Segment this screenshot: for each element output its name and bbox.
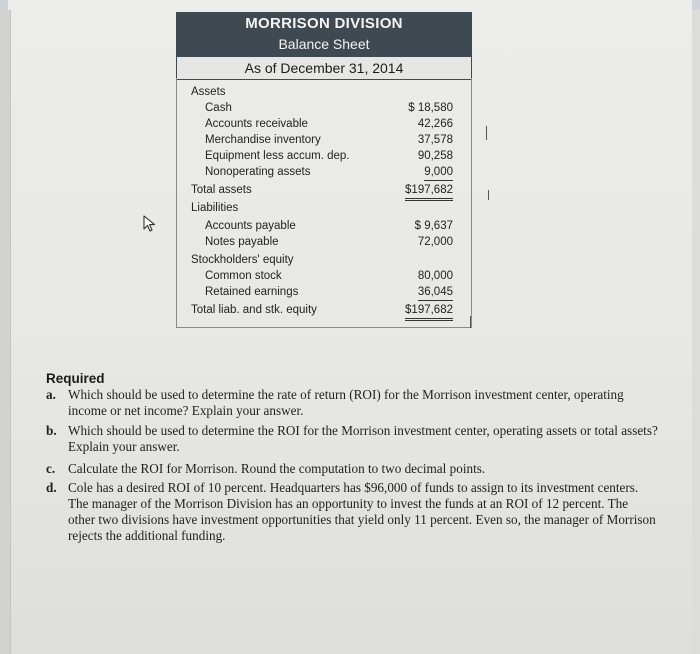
item-text: Which should be used to determine the ROI for the Morrison investment center, operating assets or total assets? Explain your answer. — [68, 423, 658, 454]
equipment-label: Equipment less accum. dep. — [205, 150, 350, 162]
accounts-payable-value: $ 9,637 — [414, 220, 453, 232]
equity-heading: Stockholders' equity — [191, 254, 294, 266]
cash-value: $ 18,580 — [408, 102, 453, 114]
item-letter: c. — [46, 461, 56, 476]
total-liab-equity-label: Total liab. and stk. equity — [191, 304, 317, 316]
scan-mark — [486, 126, 487, 140]
scan-mark — [470, 316, 471, 328]
table-row — [177, 218, 473, 234]
division-title: MORRISON DIVISION — [245, 15, 403, 32]
list-item — [46, 480, 656, 548]
list-item — [46, 387, 646, 421]
merchandise-inventory-label: Merchandise inventory — [205, 134, 321, 146]
table-row — [177, 132, 473, 148]
balance-sheet-body — [176, 78, 472, 328]
table-row — [177, 284, 473, 300]
statement-date: As of December 31, 2014 — [176, 56, 472, 80]
total-assets-value: $197,682 — [405, 182, 453, 201]
balance-sheet-header — [176, 12, 472, 78]
assets-heading: Assets — [191, 86, 226, 98]
notes-payable-label: Notes payable — [205, 236, 279, 248]
table-row — [177, 100, 473, 116]
table-row — [177, 268, 473, 284]
required-heading: Required — [46, 371, 105, 386]
item-letter: d. — [46, 480, 57, 495]
merchandise-inventory-value: 37,578 — [417, 134, 453, 146]
retained-earnings-label: Retained earnings — [205, 286, 299, 298]
nonoperating-assets-label: Nonoperating assets — [205, 166, 311, 178]
statement-title: Balance Sheet — [278, 36, 370, 52]
item-text: Which should be used to determine the rate of return (ROI) for the Morrison investment center, operating income or net income? Explain your answer. — [68, 387, 624, 418]
item-letter: a. — [46, 387, 56, 402]
item-text: Cole has a desired ROI of 10 percent. Headquarters has $96,000 of funds to assign to its investment centers. The manager of the Morrison Division has an opportunity to invest the funds at an ROI of 12 percent. The other two divisions have investment opportunities that yield only 11 percent. Even so, the manager of Morrison rejects the additional funding. — [68, 480, 656, 543]
common-stock-value: 80,000 — [417, 270, 453, 282]
retained-earnings-value: 36,045 — [418, 284, 453, 301]
item-letter: b. — [46, 423, 57, 438]
table-row — [177, 182, 473, 198]
table-row — [177, 164, 473, 180]
table-row — [177, 116, 473, 132]
table-row — [177, 148, 473, 164]
page-gutter — [0, 10, 11, 654]
liabilities-heading: Liabilities — [191, 202, 239, 214]
notes-payable-value: 72,000 — [417, 236, 453, 248]
accounts-receivable-label: Accounts receivable — [205, 118, 308, 130]
cash-label: Cash — [205, 102, 232, 114]
common-stock-label: Common stock — [205, 270, 282, 282]
accounts-payable-label: Accounts payable — [205, 220, 296, 232]
table-row — [177, 302, 473, 318]
scan-mark — [488, 190, 489, 200]
nonoperating-assets-value: 9,000 — [424, 164, 453, 181]
accounts-receivable-value: 42,266 — [417, 118, 453, 130]
total-assets-label: Total assets — [191, 184, 252, 196]
list-item — [46, 423, 658, 457]
total-liab-equity-value: $197,682 — [405, 302, 453, 321]
equipment-value: 90,258 — [417, 150, 453, 162]
mouse-pointer-icon — [142, 215, 158, 233]
list-item — [46, 461, 646, 479]
table-row — [177, 234, 473, 250]
item-text: Calculate the ROI for Morrison. Round the computation to two decimal points. — [68, 461, 486, 476]
